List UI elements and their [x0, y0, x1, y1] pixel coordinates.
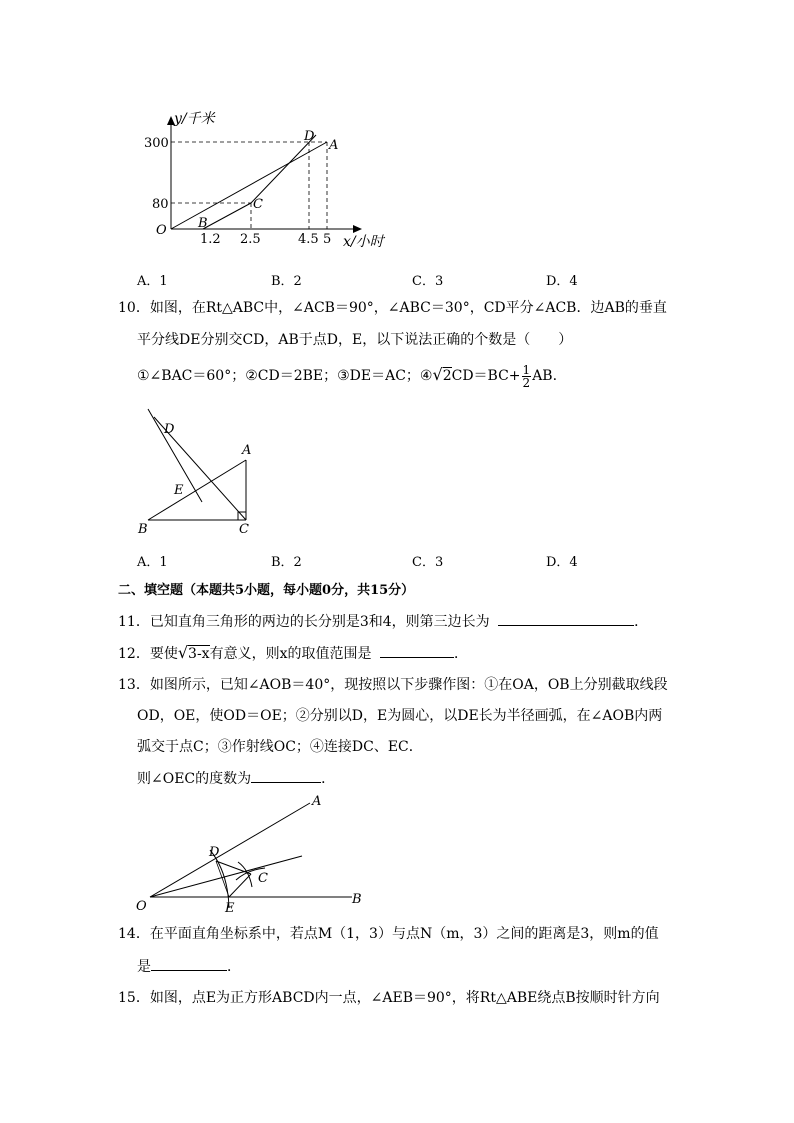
- q10-statements-part-c: AB.: [532, 368, 558, 384]
- q10-statements-part-a: ①∠BAC＝60°；②CD＝2BE；③DE＝AC；④: [137, 368, 433, 384]
- q9-option-c: C．3: [412, 274, 444, 289]
- q10-option-d: D．4: [546, 555, 578, 570]
- q13-end: ．: [321, 771, 336, 787]
- x-axis-label: x/小时: [343, 234, 384, 248]
- x-tick-2-5: 2.5: [240, 232, 261, 247]
- q10-option-c: C．3: [412, 555, 444, 570]
- fig10-label-b: B: [138, 522, 148, 537]
- q14-answer-blank[interactable]: [151, 956, 227, 971]
- fig13-label-o: O: [136, 899, 147, 914]
- q9-option-b: B．2: [271, 274, 302, 289]
- q13-answer-blank[interactable]: [251, 768, 321, 783]
- q12-radicand: 3-x: [188, 646, 210, 662]
- q10-line-1: 10．如图，在Rt△ABC中，∠ACB＝90°，∠ABC＝30°，CD平分∠ACB．边AB的垂直: [118, 300, 667, 316]
- x-tick-4-5: 4.5: [298, 232, 319, 247]
- q14-prefix: 是: [137, 959, 151, 975]
- q9-option-a: A．1: [137, 274, 168, 289]
- q9-option-d: D．4: [546, 274, 578, 289]
- q14-line-2: [137, 956, 241, 977]
- q13-angle-figure: [130, 790, 380, 920]
- q10-statements-part-b: CD＝BC+: [451, 368, 521, 384]
- fraction-numerator: 1: [522, 362, 531, 377]
- fraction-one-half: [522, 364, 532, 389]
- fig10-label-a: A: [242, 443, 252, 458]
- origin-label: O: [156, 223, 167, 238]
- q12-answer-blank[interactable]: [380, 643, 454, 658]
- point-label-a: A: [329, 138, 339, 153]
- fig13-label-e: E: [225, 901, 235, 916]
- q11: [118, 611, 648, 632]
- q13-line-4: [137, 768, 335, 789]
- q10-triangle-figure: [130, 405, 270, 540]
- fig13-label-d: D: [209, 845, 220, 860]
- sqrt-symbol: √: [432, 365, 443, 384]
- q12: [118, 643, 468, 664]
- y-tick-300: 300: [144, 136, 169, 151]
- q10-sqrt-radicand: 2: [442, 368, 452, 384]
- section-heading: 二、填空题（本题共5小题，每小题0分，共15分）: [118, 583, 415, 598]
- q12-end: ．: [453, 646, 468, 662]
- y-tick-80: 80: [152, 197, 169, 212]
- q9-distance-time-graph: [140, 108, 400, 248]
- q13-question: 则∠OEC的度数为: [137, 771, 252, 787]
- fig13-label-b: B: [352, 892, 362, 907]
- point-label-c: C: [253, 197, 263, 212]
- q10-line-2: 平分线DE分别交CD，AB于点D，E，以下说法正确的个数是（ ）: [137, 332, 573, 348]
- q11-text: 11．已知直角三角形的两边的长分别是3和4，则第三边长为: [118, 614, 490, 630]
- q10-option-a: A．1: [137, 555, 168, 570]
- fig10-label-c: C: [239, 522, 249, 537]
- q13-line-1: 13．如图所示，已知∠AOB＝40°，现按照以下步骤作图：①在OA，OB上分别截取线段: [118, 677, 668, 693]
- q12-prefix: 12．要使: [118, 646, 178, 662]
- q11-end: ．: [634, 614, 649, 630]
- q14-end: ．: [227, 959, 241, 975]
- point-label-d: D: [304, 129, 315, 144]
- q15-line-1: 15．如图，点E为正方形ABCD内一点，∠AEB＝90°，将Rt△ABE绕点B按顺时针方向: [118, 990, 660, 1006]
- q14-line-1: 14．在平面直角坐标系中，若点M（1，3）与点N（m，3）之间的距离是3，则m的值: [118, 926, 659, 942]
- y-axis-label: y/千米: [174, 111, 215, 127]
- q13-line-2: OD，OE，使OD＝OE；②分别以D，E为圆心，以DE长为半径画弧，在∠AOB内两: [137, 708, 663, 724]
- q12-suffix: 有意义，则x的取值范围是: [209, 646, 372, 662]
- sqrt-symbol: √: [177, 643, 189, 662]
- fig10-label-e: E: [174, 483, 184, 498]
- q11-answer-blank[interactable]: [498, 611, 634, 626]
- q10-option-b: B．2: [271, 555, 302, 570]
- x-tick-5: 5: [323, 232, 332, 247]
- q10-statements: [137, 362, 557, 389]
- q13-line-3: 弧交于点C；③作射线OC；④连接DC、EC．: [137, 739, 423, 755]
- fig10-label-d: D: [164, 422, 175, 437]
- fig13-label-c: C: [258, 871, 268, 886]
- fraction-denominator: 2: [522, 375, 531, 390]
- fig13-label-a: A: [312, 794, 322, 809]
- x-tick-1-2: 1.2: [200, 232, 221, 247]
- point-label-b: B: [198, 216, 208, 231]
